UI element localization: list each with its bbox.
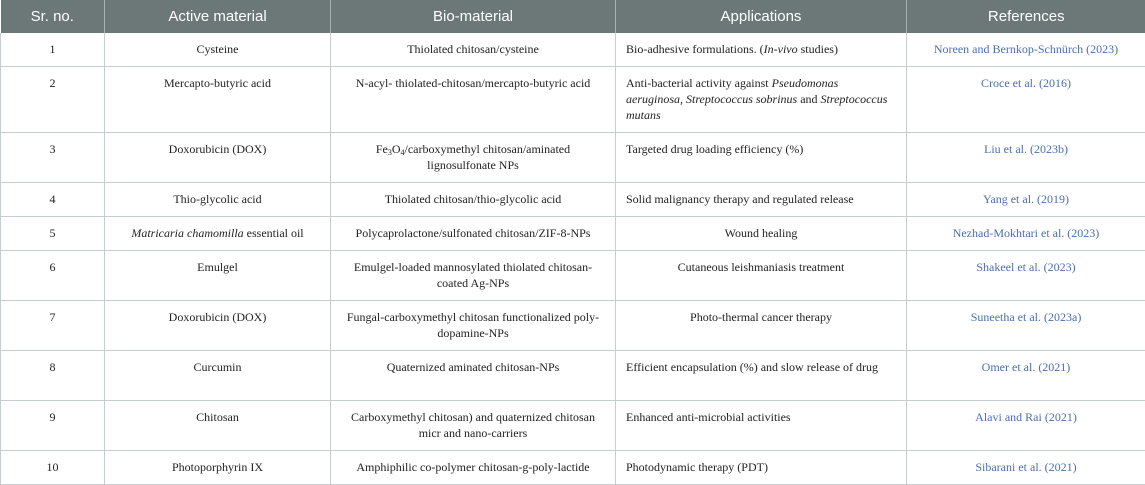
reference-cell [907,67,1145,133]
applications-cell: Cutaneous leishmaniasis treatment [616,251,907,301]
formula-fe: Fe [376,142,388,156]
formula-subscript-4: 4 [401,148,405,157]
table-row [1,133,1145,183]
app-italic-text: Pseudomonas aeruginosa, Streptococcus sobrinus [626,76,838,106]
applications-cell: Photodynamic therapy (PDT) [616,451,907,485]
active-material-cell: Emulgel [105,251,331,301]
header-references: References [907,0,1145,33]
table-row [1,451,1145,485]
sr-no-cell: 3 [1,133,105,183]
table-row [1,251,1145,301]
table-row [1,183,1145,217]
sr-no-cell: 10 [1,451,105,485]
table-row [1,33,1145,67]
bio-material-cell: Thiolated chitosan/thio-glycolic acid [331,183,616,217]
reference-cell [907,217,1145,251]
bio-material-cell: Fungal-carboxymethyl chitosan functionalized poly-dopamine-NPs [331,301,616,351]
bio-material-cell [331,133,616,183]
applications-cell: Targeted drug loading efficiency (%) [616,133,907,183]
applications-cell [616,33,907,67]
sr-no-cell: 5 [1,217,105,251]
active-material-cell: Doxorubicin (DOX) [105,301,331,351]
sr-no-cell: 6 [1,251,105,301]
app-italic-text-2: Streptococcus mutans [626,92,887,122]
active-material-cell [105,217,331,251]
table-row [1,351,1145,401]
reference-link[interactable]: Omer et al. (2021) [982,360,1071,374]
table-row [1,217,1145,251]
reference-cell [907,401,1145,451]
active-material-cell: Photoporphyrin IX [105,451,331,485]
reference-link[interactable]: Shakeel et al. (2023) [976,260,1075,274]
app-text: Anti-bacterial activity against [626,76,772,90]
header-bio-material: Bio-material [331,0,616,33]
applications-cell: Enhanced anti-microbial activities [616,401,907,451]
reference-cell [907,251,1145,301]
active-text: essential oil [244,226,304,240]
sr-no-cell: 7 [1,301,105,351]
active-material-cell: Mercapto-butyric acid [105,67,331,133]
reference-cell [907,183,1145,217]
reference-link[interactable]: Alavi and Rai (2021) [975,410,1077,424]
reference-link[interactable]: Yang et al. (2019) [983,192,1069,206]
table-row [1,67,1145,133]
app-text-mid: and [797,92,820,106]
reference-link[interactable]: Noreen and Bernkop-Schnürch (2023) [934,42,1118,56]
reference-cell [907,301,1145,351]
bio-material-text: /carboxymethyl chitosan/aminated lignosulfonate NPs [405,142,571,172]
formula-o: O [392,142,401,156]
active-material-cell: Curcumin [105,351,331,401]
reference-link[interactable]: Liu et al. (2023b) [984,142,1068,156]
sr-no-cell: 9 [1,401,105,451]
app-text: Bio-adhesive formulations. ( [626,42,764,56]
reference-link[interactable]: Nezhad-Mokhtari et al. (2023) [953,226,1100,240]
applications-cell: Wound healing [616,217,907,251]
reference-cell [907,33,1145,67]
bio-material-cell: Thiolated chitosan/cysteine [331,33,616,67]
app-italic-text: In-vivo [764,42,798,56]
active-material-cell: Cysteine [105,33,331,67]
applications-cell: Efficient encapsulation (%) and slow release of drug [616,351,907,401]
active-material-cell: Doxorubicin (DOX) [105,133,331,183]
sr-no-cell: 1 [1,33,105,67]
reference-cell [907,351,1145,401]
applications-cell: Solid malignancy therapy and regulated release [616,183,907,217]
header-active-material: Active material [105,0,331,33]
active-material-cell: Chitosan [105,401,331,451]
bio-material-cell: Polycaprolactone/sulfonated chitosan/ZIF-8-NPs [331,217,616,251]
header-applications: Applications [616,0,907,33]
table-row [1,301,1145,351]
reference-cell [907,133,1145,183]
bio-material-cell: Carboxymethyl chitosan) and quaternized chitosan micr and nano-carriers [331,401,616,451]
bio-material-cell: N-acyl- thiolated-chitosan/mercapto-butyric acid [331,67,616,133]
bio-material-cell: Emulgel-loaded mannosylated thiolated chitosan-coated Ag-NPs [331,251,616,301]
app-text-end: studies) [798,42,838,56]
header-row [1,0,1145,33]
table-row [1,401,1145,451]
sr-no-cell: 4 [1,183,105,217]
formula-subscript-3: 3 [388,148,392,157]
bio-material-cell: Quaternized aminated chitosan-NPs [331,351,616,401]
bio-material-cell: Amphiphilic co-polymer chitosan-g-poly-lactide [331,451,616,485]
reference-link[interactable]: Suneetha et al. (2023a) [971,310,1082,324]
sr-no-cell: 8 [1,351,105,401]
reference-link[interactable]: Croce et al. (2016) [981,76,1071,90]
header-sr-no: Sr. no. [1,0,105,33]
applications-cell: Photo-thermal cancer therapy [616,301,907,351]
reference-link[interactable]: Sibarani et al. (2021) [975,460,1076,474]
active-italic-text: Matricaria chamomilla [131,226,243,240]
applications-cell [616,67,907,133]
sr-no-cell: 2 [1,67,105,133]
reference-cell [907,451,1145,485]
active-material-cell: Thio-glycolic acid [105,183,331,217]
